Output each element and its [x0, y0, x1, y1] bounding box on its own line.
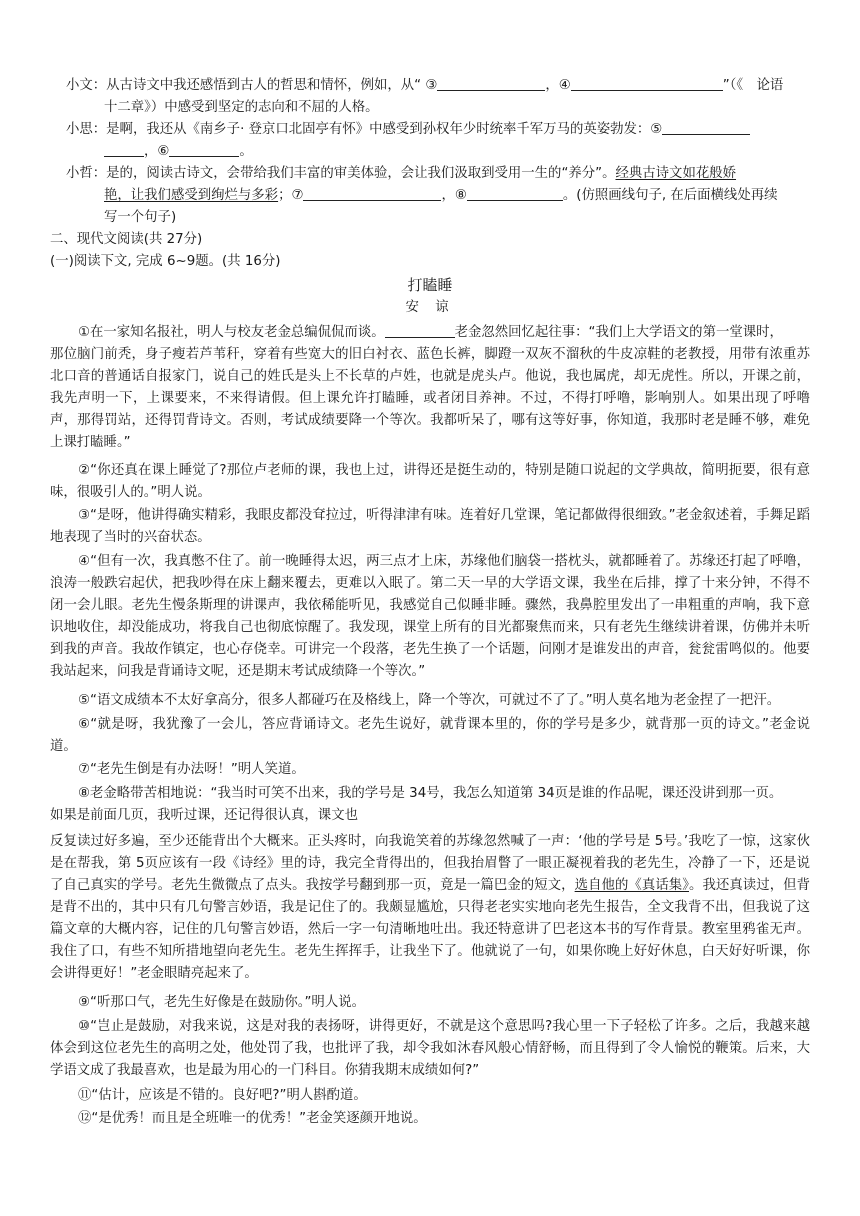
p8-cont-a: 反复读过好多遍，至少还能背出个大概来。正头疼时，向我诡笑着的苏缘忽然喊了一声：‘他的学号是 5号。’我吃了一惊，这家伙是在帮我，第 5页应该有一段《诗经》里的诗，我完全背得出的，但我抬眉瞥了一眼正凝视着我的老先生，冷静了一下，还是说了自己真实的学号。老先生微微点了点头。我按学号翻到那一页，竟是一篇巴金的短文，	[50, 834, 810, 893]
xiaozhe-text: 小哲：是的，阅读古诗文，会带给我们丰富的审美体验，会让我们汲取到受用一生的“养分”。	[66, 166, 616, 181]
xiaowen-line-2: 十二章》）中感受到坚定的志向和不屈的人格。	[104, 100, 379, 115]
article-title: 打瞌睡	[407, 276, 453, 294]
xiaozhe-underlined-sentence-cont: 艳，让我们感受到绚烂与多彩	[104, 188, 279, 203]
xiaozhe-line-1	[66, 163, 736, 185]
xiaosi-end: 。	[239, 144, 253, 159]
section-heading: 二、现代文阅读(共 27分)	[50, 232, 203, 247]
paragraph-2: ②“你还真在课上睡觉了?那位卢老师的课，我也上过，讲得还是挺生动的，特别是随口说起的文学典故，简明扼要，很有意味，很吸引人的。”明人说。	[50, 463, 810, 500]
paragraph-8-continued	[50, 831, 810, 985]
blank-3[interactable]	[437, 76, 545, 91]
xiaozhe-line-3: 写一个句子)	[104, 210, 177, 225]
paragraph-8-line-1: ⑧老金略带苦相地说：“我当时可笑不出来，我的学号是 34号，我怎么知道第 34页是谁的作品呢，课还没讲到那一页。	[78, 786, 783, 801]
blank-8[interactable]	[467, 186, 563, 201]
paragraph-6: ⑥“就是呀，我犹豫了一会儿，答应背诵诗文。老先生说好，就背课本里的，你的学号是多少，就背那一页的诗文。”老金说道。	[50, 717, 810, 754]
xiaozhe-underlined-sentence: 经典古诗文如花般娇	[615, 166, 737, 181]
sub-heading: (一)阅读下文, 完成 6~9题。(共 16分)	[50, 254, 281, 269]
p8-underlined-source: 选自他的《真话集》	[574, 878, 689, 893]
paragraph-7: ⑦“老先生倒是有办法呀！”明人笑道。	[78, 762, 305, 777]
blank-5-cont[interactable]	[104, 142, 144, 157]
p8-cont-b: 。我还真读过，但背是背不出的，其中只有几句警言妙语，我是记住了的。我颇显尴尬，只得老老实实地向老先生报告，全文我背不出，但我说了这篇文章的大概内容，记住的几句警言妙语，然后一字一句清晰地吐出。我还特意讲了巴老这本书的写作背景。教室里鸦雀无声。我住了口，有些不知所措地望向老先生。老先生挥挥手，让我坐下了。他就说了一句，如果你晚上好好休息，白天好好听课，你会讲得更好！”老金眼睛亮起来了。	[50, 878, 811, 981]
paragraph-10: ⑩“岂止是鼓励，对我来说，这是对我的表扬呀，讲得更好，不就是这个意思吗?我心里一下子轻松了许多。之后，我越来越体会到这位老先生的高明之处，他处罚了我，也批评了我，却令我如沐春风般心情舒畅，而且得到了令人愉悦的鞭策。后来，大学语文成了我最喜欢，也是最为用心的一门科目。你猜我期末成绩如何?”	[50, 1019, 810, 1078]
xiaozhe-instruction: 。(仿照画线句子, 在后面横线处再续	[562, 188, 778, 203]
paragraph-9: ⑨“听那口气，老先生好像是在鼓励你。”明人说。	[78, 995, 365, 1010]
paragraph-12: ⑫“是优秀！而且是全班唯一的优秀！”老金笑逐颜开地说。	[78, 1111, 427, 1126]
paragraph-1-first-line	[78, 322, 783, 344]
blank-6[interactable]	[169, 142, 239, 157]
xiaosi-text: 小思：是啊，我还从《南乡子· 登京口北固亭有怀》中感受到孙权年少时统率千军万马的英姿勃发：⑤	[66, 122, 663, 137]
paragraph-1: 那位脑门前秃，身子瘦若芦苇秆，穿着有些宽大的旧白衬衣、蓝色长裤，脚蹬一双灰不溜秋的牛皮凉鞋的老教授，用带有浓重苏北口音的普通话自报家门，说自己的姓氏是头上不长草的卢姓，也就是虎头卢。他说，我也属虎，却无虎性。所以，开课之前，我先声明一下，上课要来，不来得请假。但上课允许打瞌睡，或者闭目养神。不过，不得打呼噜，影响别人。如果出现了呼噜声，那得罚站，还得罚背诗文。否则，考试成绩要降一个等次。我都听呆了，哪有这等好事，你知道，我那时老是睡不够，难免上课打瞌睡。”	[50, 347, 810, 450]
xiaosi-separator: ，⑥	[144, 144, 170, 159]
article-author: 安 谅	[405, 300, 455, 315]
xiaozhe-line-2	[104, 185, 778, 207]
xiaowen-line-1	[66, 75, 783, 97]
blank-4[interactable]	[571, 76, 723, 91]
blank-5[interactable]	[662, 120, 750, 135]
p1-after-blank: 老金忽然回忆起往事：“我们上大学语文的第一堂课时，	[454, 325, 783, 340]
xiaozhe-separator: ，⑧	[441, 188, 467, 203]
paragraph-3: ③“是呀，他讲得确实精彩，我眼皮都没耷拉过，听得津津有味。连着好几堂课，笔记都做得很细致。”老金叙述着，手舞足蹈地表现了当时的兴奋状态。	[50, 508, 810, 545]
xiaowen-source: ”（《 论语	[722, 78, 784, 93]
paragraph-11: ⑪“估计，应该是不错的。良好吧?”明人斟酌道。	[78, 1088, 367, 1103]
xiaozhe-mid: ；⑦	[278, 188, 304, 203]
blank-p1[interactable]	[385, 323, 455, 338]
xiaowen-text: 小文：从古诗文中我还感悟到古人的哲思和情怀，例如，从“ ③	[66, 78, 438, 93]
paragraph-5: ⑤“语文成绩本不太好拿高分，很多人都碰巧在及格线上，降一个等次，可就过不了了。”明人莫名地为老金捏了一把汗。	[78, 693, 781, 708]
xiaowen-separator: ，④	[545, 78, 571, 93]
xiaosi-line-2	[104, 141, 253, 163]
paragraph-8-line-2: 如果是前面几页，我听过课，还记得很认真，课文也	[50, 808, 358, 823]
xiaosi-line-1	[66, 119, 750, 141]
p1-start: ①在一家知名报社，明人与校友老金总编侃侃而谈。	[78, 325, 385, 340]
blank-7[interactable]	[303, 186, 441, 201]
paragraph-4: ④“但有一次，我真憋不住了。前一晚睡得太迟，两三点才上床，苏缘他们脑袋一搭枕头，就都睡着了。苏缘还打起了呼噜，浪涛一般跌宕起伏，把我吵得在床上翻来覆去，更难以入眠了。第二天一早的大学语文课，我坐在后排，撑了十来分钟，不得不闭一会儿眼。老先生慢条斯理的讲课声，我依稀能听见，我感觉自己似睡非睡。骤然，我鼻腔里发出了一串粗重的声响，我下意识地收住，却没能成功，将我自己也彻底惊醒了。我发现，课堂上所有的目光都聚焦而来，只有老先生继续讲着课，仿佛并未听到我的声音。我故作镇定，也心存侥幸。可讲完一个段落，老先生换了一个话题，问刚才是谁发出的声音，瓮瓮雷鸣似的。他要我站起来，问我是背诵诗文呢，还是期末考试成绩降一个等次。”	[50, 554, 810, 679]
